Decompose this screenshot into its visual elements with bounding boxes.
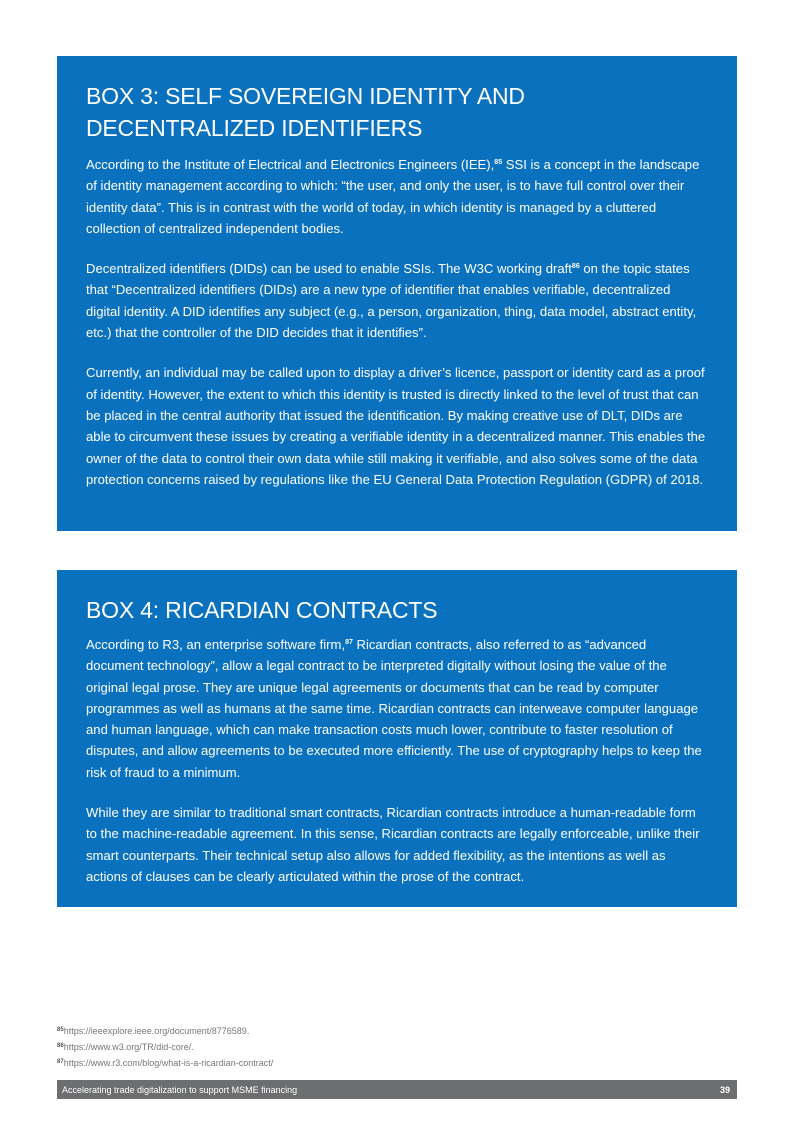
footer-document-title: Accelerating trade digitalization to support MSME financing (62, 1084, 298, 1095)
footnote-link[interactable]: https://www.w3.org/TR/did-core/. (63, 1042, 194, 1052)
box-4-paragraph-2: While they are similar to traditional smart contracts, Ricardian contracts introduce a human-readable form to the machine-readable agreement. In this sense, Ricardian contracts are legally enforceable, unlike their smart counterparts. Their technical setup also allows for added flexibility, as the intentions as well as actions of clauses can be clearly articulated within the prose of the contract. (86, 805, 700, 884)
box-4-ricardian (57, 570, 737, 907)
footnote-ref-85[interactable]: 85 (494, 159, 503, 166)
box-3-title-line-1: BOX 3: SELF SOVEREIGN IDENTITY AND (86, 83, 525, 109)
footnote-87 (57, 1055, 273, 1071)
box-4-title: BOX 4: RICARDIAN CONTRACTS (86, 597, 438, 623)
box-3-paragraph-2 (86, 258, 707, 343)
footnote-number: 85 (57, 1027, 64, 1033)
footnote-85 (57, 1023, 273, 1039)
box-4-paragraph-1-text-a: According to R3, an enterprise software firm, (86, 637, 346, 652)
box-3-paragraph-2-text-b: on the topic states that “Decentralized identifiers (DIDs) are a new type of identifier that enables verifiable, decentralized digital identity. A DID identifies any subject (e.g., a person, organization, thing, data model, abstract entity, etc.) that the controller of the DID decides that it identifies”. (86, 261, 697, 341)
box-3-paragraph-1 (86, 154, 707, 239)
footnote-link[interactable]: https://ieeexplore.ieee.org/document/8776589. (63, 1026, 250, 1036)
page-footer (57, 1080, 737, 1099)
box-4-paragraph-1 (86, 634, 707, 783)
footnote-86 (57, 1039, 273, 1055)
page-number: 39 (719, 1084, 730, 1095)
footnote-number: 86 (57, 1043, 64, 1049)
box-3-paragraph-1-text-b: SSI is a concept in the landscape of identity management according to which: “the user, and only the user, is to have full control over their identity data”. This is in contrast with the world of today, in which identity is managed by a cluttered collection of centralized independent bodies. (86, 157, 700, 236)
footnote-number: 87 (57, 1059, 64, 1065)
box-3-title-line-2: DECENTRALIZED IDENTIFIERS (86, 115, 423, 141)
footnotes (57, 1023, 273, 1071)
box-3-paragraph-1-text-a: According to the Institute of Electrical and Electronics Engineers (IEE), (86, 157, 495, 172)
box-3-paragraph-3: Currently, an individual may be called upon to display a driver’s licence, passport or identity card as a proof of identity. However, the extent to which this identity is trusted is directly linked to the level of trust that can be placed in the central authority that issued the identification. By making creative use of DLT, DIDs are able to circumvent these issues by creating a verifiable identity in a decentralized manner. This enables the owner of the data to control their own data while still making it verifiable, and also solves some of the data protection concerns raised by regulations like the EU General Data Protection Regulation (GDPR) of 2018. (86, 365, 706, 487)
footnote-ref-86[interactable]: 86 (571, 263, 580, 271)
footnote-link[interactable]: https://www.r3.com/blog/what-is-a-ricardian-contract/ (63, 1058, 274, 1068)
box-3-paragraph-2-text-a: Decentralized identifiers (DIDs) can be used to enable SSIs. The W3C working draft (86, 261, 572, 277)
box-4-paragraph-1-text-b: Ricardian contracts, also referred to as “advanced document technology”, allow a legal contract to be interpreted digitally without losing the value of the original legal prose. They are unique legal agreements or documents that can be read by computer programmes as well as humans at the same time. Ricardian contracts can interweave computer language and human language, which can make transaction costs much lower, contribute to faster resolution of disputes, and allow agreements to be executed more efficiently. The use of cryptography helps to keep the risk of fraud to a minimum. (86, 637, 702, 780)
box-3-title (86, 80, 707, 144)
box-3-ssi (57, 56, 737, 531)
footnote-ref-87[interactable]: 87 (345, 639, 353, 646)
